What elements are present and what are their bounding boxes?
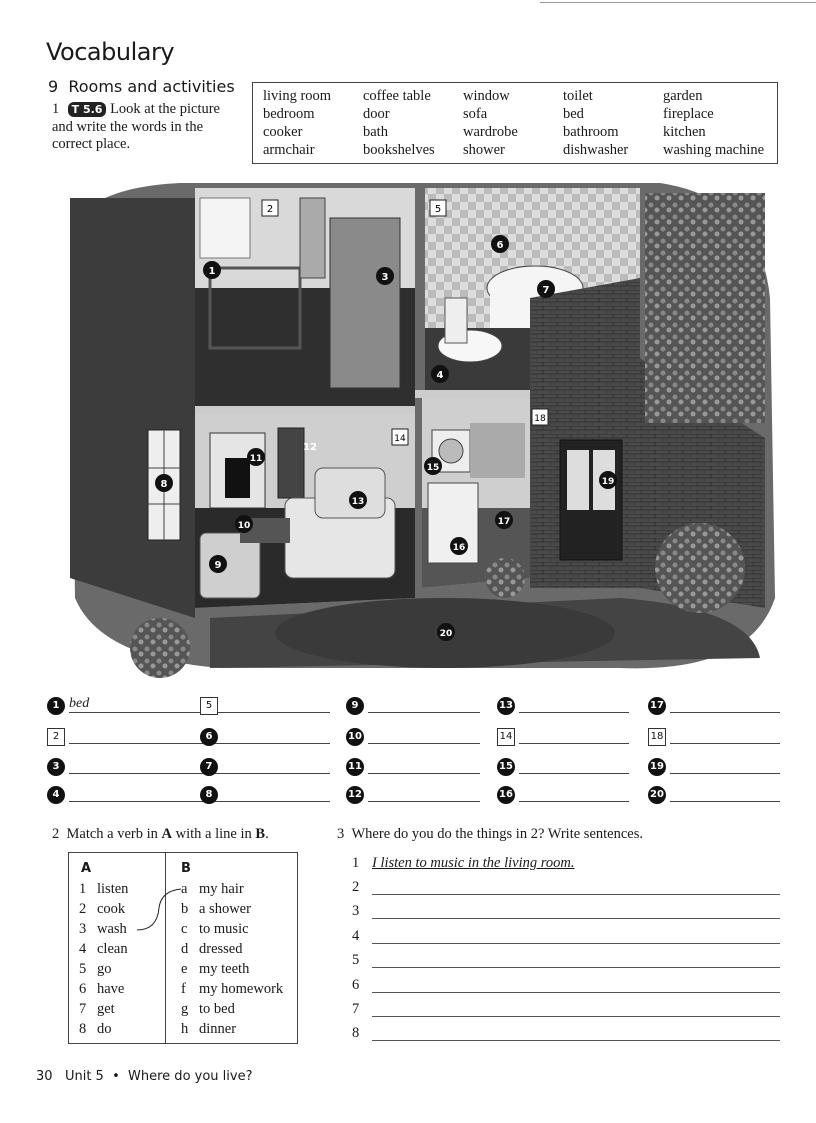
- marker-15: [424, 457, 442, 475]
- number-circle: 15: [497, 758, 515, 776]
- list-item: 5 go: [79, 961, 112, 977]
- word: bedroom: [263, 106, 315, 122]
- column-a-ref: A: [161, 826, 173, 842]
- exercise3-number: 3: [337, 826, 345, 842]
- list-item: h dinner: [181, 1021, 237, 1037]
- page-footer: [36, 1069, 252, 1084]
- word: shower: [463, 142, 505, 158]
- line-number: 5: [352, 952, 360, 968]
- marker-4: [431, 365, 449, 383]
- number-circle: 3: [47, 758, 65, 776]
- svg-text:19: 19: [601, 477, 615, 487]
- marker-20: [437, 623, 455, 641]
- marker-3: [376, 267, 394, 285]
- instruction-text: Match a verb in: [66, 826, 162, 842]
- exercise1-text: Look at the picture and write the words in the correct place.: [52, 101, 220, 152]
- word: garden: [663, 88, 703, 104]
- word: window: [463, 88, 510, 104]
- audio-track-badge: T 5.6: [68, 102, 107, 117]
- list-item: c to music: [181, 921, 249, 937]
- svg-text:3: 3: [381, 272, 389, 283]
- word-column: [663, 87, 764, 159]
- line-number: 4: [352, 928, 360, 944]
- svg-text:5: 5: [434, 204, 442, 215]
- word-box: [252, 82, 778, 164]
- word: living room: [263, 88, 332, 104]
- word: bed: [563, 106, 584, 122]
- word: armchair: [263, 142, 315, 158]
- exercise1-number: 1: [52, 101, 60, 117]
- number-circle: 17: [648, 697, 666, 715]
- svg-text:6: 6: [496, 240, 504, 251]
- number-circle: 9: [346, 697, 364, 715]
- answer-value: bed: [69, 696, 90, 711]
- svg-text:9: 9: [214, 560, 222, 571]
- number-box: 2: [47, 728, 65, 746]
- marker-2: [262, 200, 278, 216]
- svg-text:14: 14: [394, 434, 406, 444]
- svg-text:15: 15: [426, 463, 440, 473]
- marker-5: [430, 200, 446, 216]
- number-circle: 1: [47, 697, 65, 715]
- list-item: e my teeth: [181, 961, 250, 977]
- word: fireplace: [663, 106, 714, 122]
- marker-6: [491, 235, 509, 253]
- exercise3-text: Where do you do the things in 2? Write sentences.: [351, 826, 643, 842]
- page-number: 30: [36, 1069, 53, 1084]
- number-circle: 19: [648, 758, 666, 776]
- column-a-header: A: [81, 861, 92, 876]
- writing-line[interactable]: [372, 992, 780, 993]
- section-title: Rooms and activities: [68, 77, 235, 96]
- marker-18: [532, 409, 548, 425]
- list-item: b a shower: [181, 901, 251, 917]
- word: washing machine: [663, 142, 765, 158]
- exercise3-instruction: [337, 826, 643, 843]
- number-box: 14: [497, 728, 515, 746]
- word: bath: [363, 124, 388, 140]
- svg-text:4: 4: [436, 370, 444, 381]
- marker-1: [203, 261, 221, 279]
- word: cooker: [263, 124, 303, 140]
- writing-line[interactable]: [372, 894, 780, 895]
- word: bookshelves: [363, 142, 435, 158]
- number-circle: 12: [346, 786, 364, 804]
- svg-text:18: 18: [534, 414, 546, 424]
- instruction-text: .: [265, 826, 269, 842]
- marker-12: [303, 442, 317, 453]
- marker-8: [155, 474, 173, 492]
- list-item: a my hair: [181, 881, 244, 897]
- example-sentence: I listen to music in the living room.: [372, 855, 575, 871]
- word: kitchen: [663, 124, 706, 140]
- number-circle: 6: [200, 728, 218, 746]
- marker-11: [247, 448, 265, 466]
- list-item: 8 do: [79, 1021, 112, 1037]
- marker-14: [392, 429, 408, 445]
- number-circle: 13: [497, 697, 515, 715]
- marker-19: [599, 471, 617, 489]
- list-item: 1 listen: [79, 881, 129, 897]
- section-heading: [48, 77, 235, 96]
- writing-line[interactable]: [372, 1040, 780, 1041]
- list-item: f my homework: [181, 981, 284, 997]
- number-circle: 20: [648, 786, 666, 804]
- marker-13: [349, 491, 367, 509]
- svg-text:8: 8: [160, 479, 168, 490]
- svg-text:17: 17: [497, 517, 511, 527]
- word: door: [363, 106, 390, 122]
- list-item: g to bed: [181, 1001, 235, 1017]
- list-item: 2 cook: [79, 901, 126, 917]
- list-item: 6 have: [79, 981, 125, 997]
- marker-17: [495, 511, 513, 529]
- number-box: 18: [648, 728, 666, 746]
- list-item: d dressed: [181, 941, 243, 957]
- top-rule: [540, 2, 816, 3]
- word: wardrobe: [463, 124, 518, 140]
- line-number: 8: [352, 1025, 360, 1041]
- line-number: 7: [352, 1001, 360, 1017]
- svg-text:2: 2: [266, 204, 274, 215]
- word-column: [463, 87, 518, 159]
- number-box: 5: [200, 697, 218, 715]
- svg-text:16: 16: [452, 543, 466, 553]
- writing-line[interactable]: [372, 967, 780, 968]
- marker-9: [209, 555, 227, 573]
- word: bathroom: [563, 124, 619, 140]
- number-circle: 8: [200, 786, 218, 804]
- unit-title: Where do you live?: [128, 1069, 253, 1084]
- word: dishwasher: [563, 142, 629, 158]
- column-b-header: B: [181, 861, 191, 876]
- word: sofa: [463, 106, 488, 122]
- column-b-ref: B: [255, 826, 266, 842]
- list-item: 4 clean: [79, 941, 128, 957]
- svg-text:7: 7: [542, 285, 550, 296]
- number-circle: 11: [346, 758, 364, 776]
- writing-line[interactable]: [372, 1016, 780, 1017]
- list-item: 3 wash: [79, 921, 127, 937]
- line-number: 2: [352, 879, 360, 895]
- number-circle: 7: [200, 758, 218, 776]
- svg-text:13: 13: [351, 497, 365, 507]
- word: toilet: [563, 88, 593, 104]
- separator-dot: •: [112, 1069, 120, 1084]
- instruction-text: with a line in: [172, 826, 256, 842]
- word-column: [363, 87, 435, 159]
- exercise1-instruction: [52, 101, 237, 154]
- marker-16: [450, 537, 468, 555]
- word-column: [263, 87, 331, 159]
- line-number: 6: [352, 977, 360, 993]
- list-item: 7 get: [79, 1001, 115, 1017]
- marker-10: [235, 515, 253, 533]
- word: coffee table: [363, 88, 431, 104]
- svg-text:10: 10: [237, 521, 251, 531]
- line-number: 1: [352, 855, 360, 871]
- match-line: [69, 853, 299, 1045]
- section-number: 9: [48, 77, 59, 96]
- svg-text:12: 12: [303, 442, 317, 453]
- writing-line[interactable]: [372, 943, 780, 944]
- matching-table: [68, 852, 298, 1044]
- writing-line[interactable]: [372, 918, 780, 919]
- unit-label: Unit 5: [64, 1069, 104, 1084]
- page-title: Vocabulary: [46, 38, 175, 66]
- word-column: [563, 87, 628, 159]
- svg-text:11: 11: [249, 454, 263, 464]
- svg-text:1: 1: [208, 266, 216, 277]
- line-number: 3: [352, 903, 360, 919]
- marker-7: [537, 280, 555, 298]
- number-circle: 4: [47, 786, 65, 804]
- exercise2-number: 2: [52, 826, 60, 842]
- exercise2-instruction: [52, 826, 269, 843]
- number-circle: 10: [346, 728, 364, 746]
- house-illustration: [60, 178, 780, 678]
- number-circle: 16: [497, 786, 515, 804]
- svg-text:20: 20: [439, 629, 453, 639]
